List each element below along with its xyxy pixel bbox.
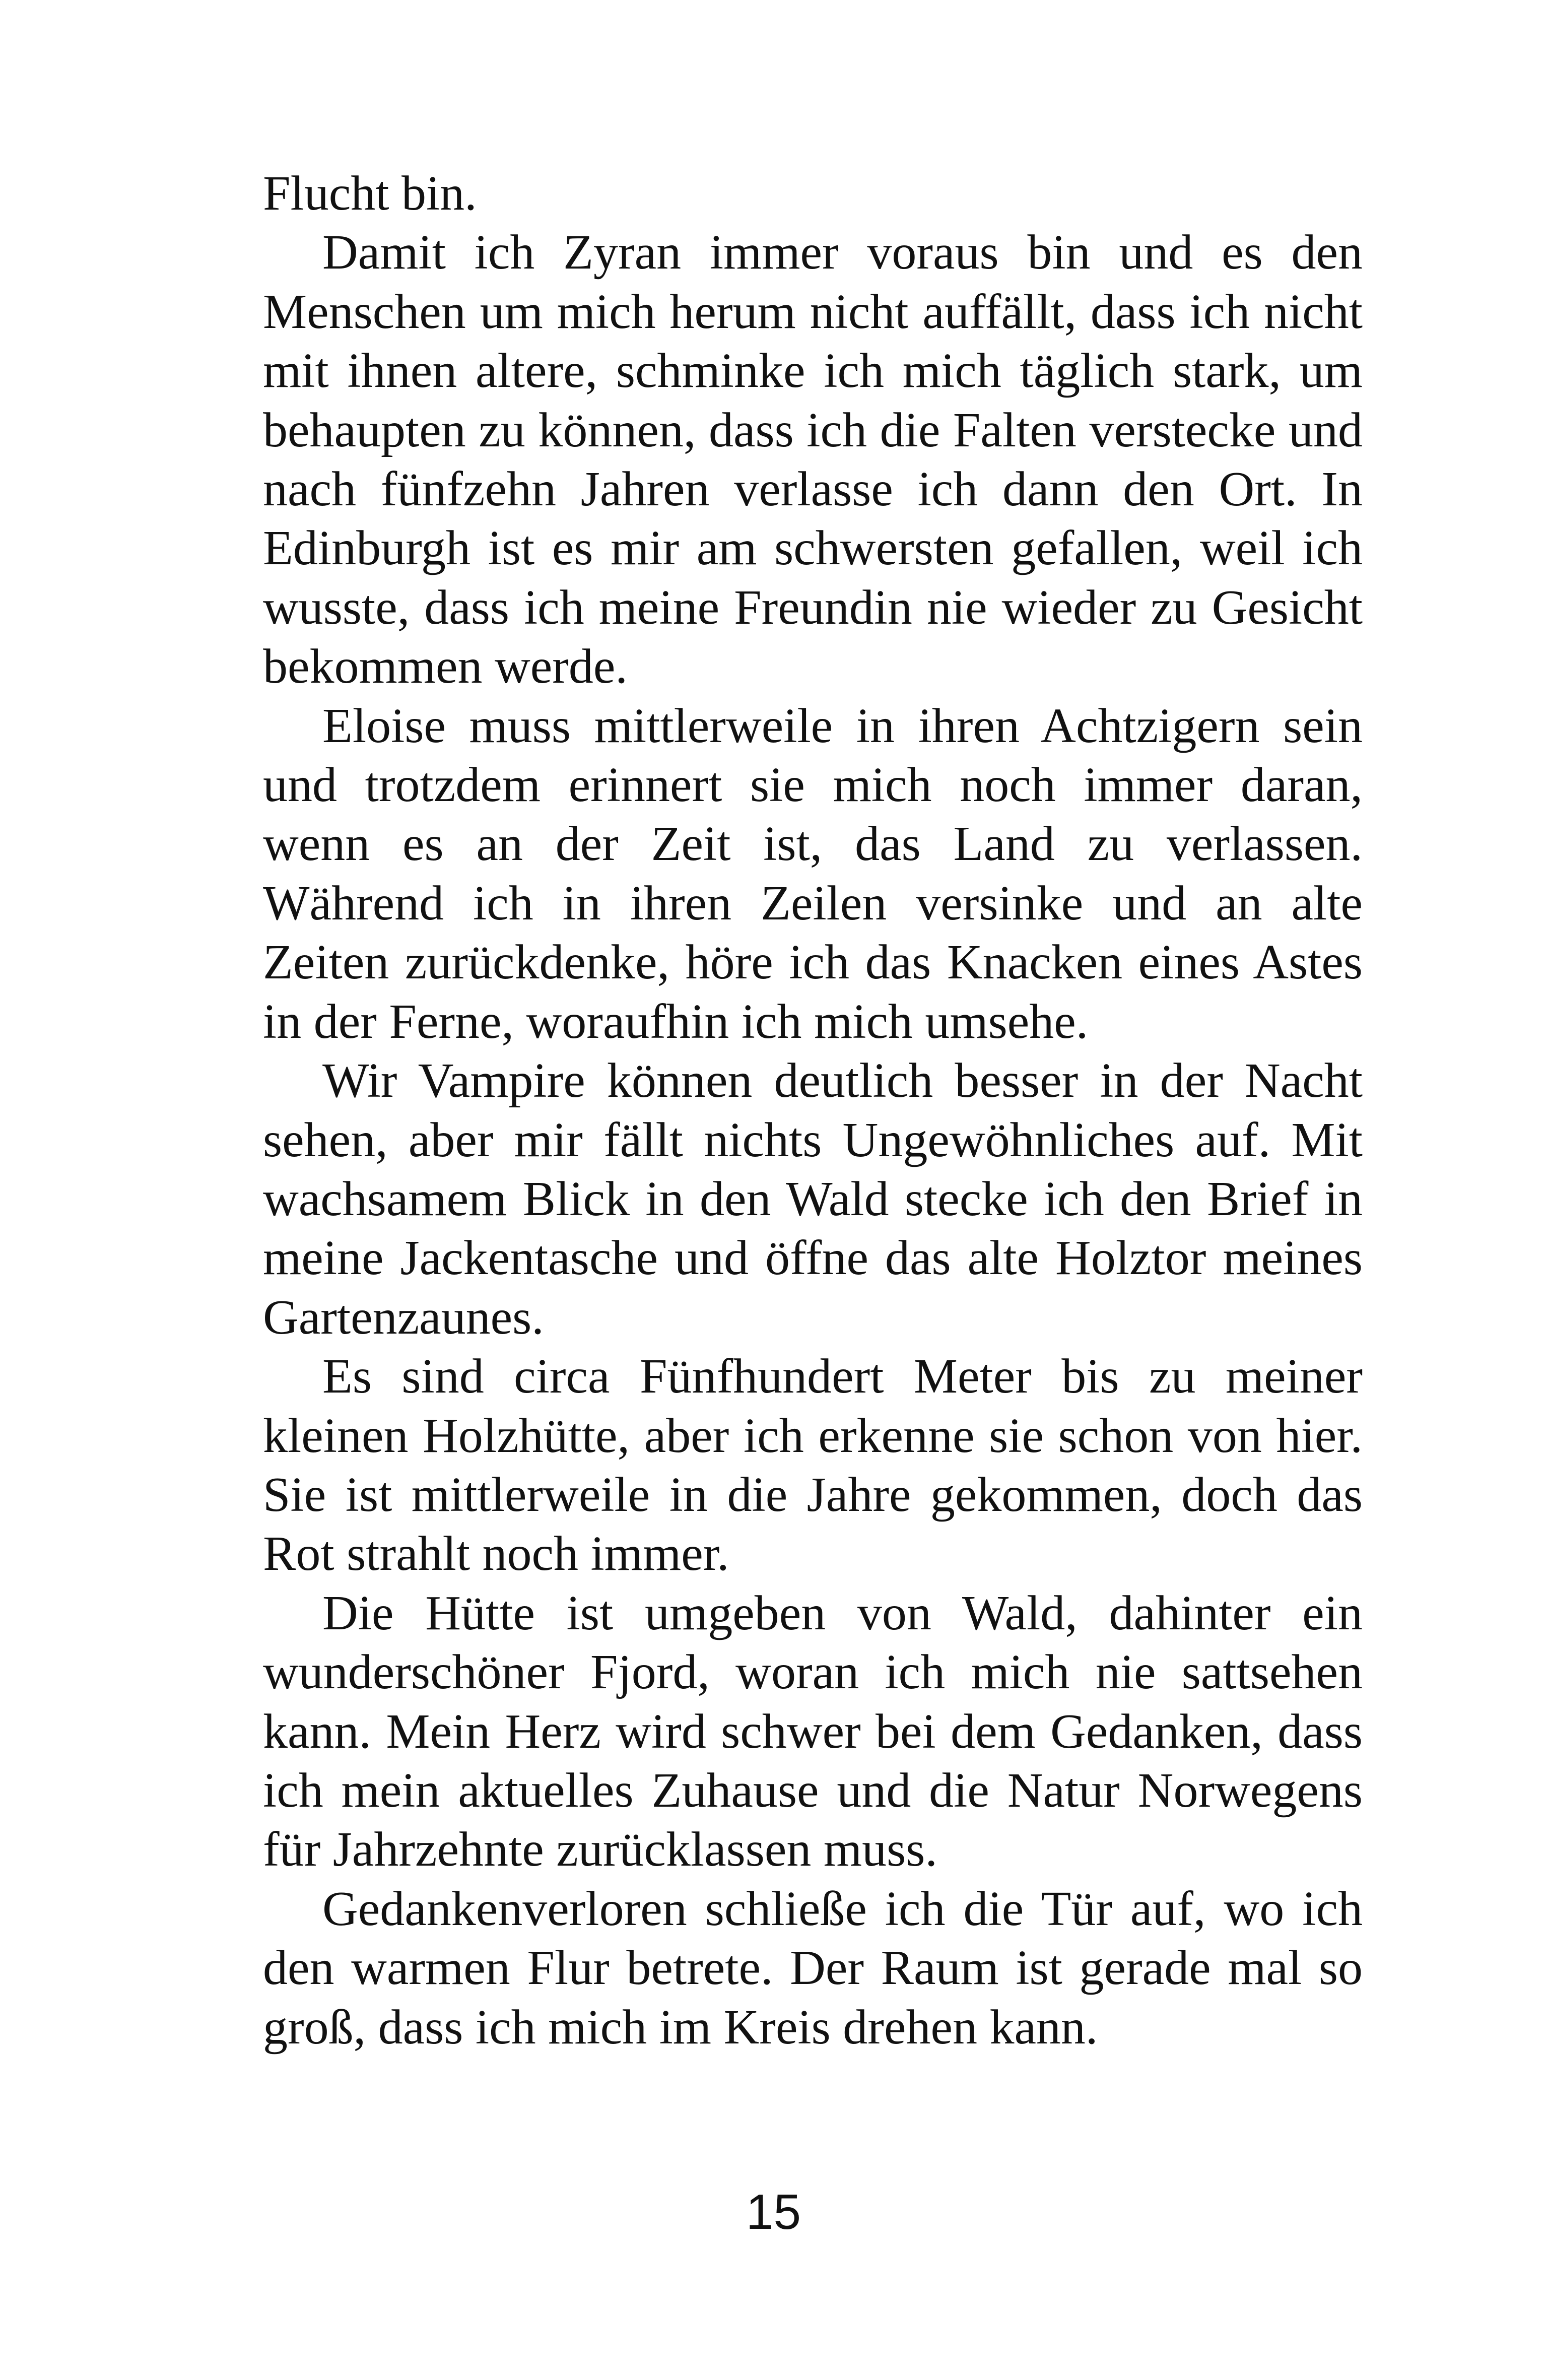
paragraph: Gedankenverloren schließe ich die Tür auf, wo ich den warmen Flur betrete. Der Raum ist gerade mal so groß, dass ich mich im Kreis drehen kann.	[263, 1881, 1363, 2055]
paragraph: Es sind circa Fünfhundert Meter bis zu meiner kleinen Holzhütte, aber ich erkenne sie schon von hier. Sie ist mittlerweile in die Jahre gekommen, doch das Rot strahlt noch immer.	[263, 1349, 1363, 1581]
paragraph: Wir Vampire können deutlich besser in der Nacht sehen, aber mir fällt nichts Ungewöhnliches auf. Mit wachsamem Blick in den Wald stecke ich den Brief in meine Jackentasche und öffne das alte Holztor meines Gartenzaunes.	[263, 1053, 1363, 1345]
paragraph: Damit ich Zyran immer voraus bin und es den Menschen um mich herum nicht auffällt, dass ich nicht mit ihnen altere, schminke ich mich täglich stark, um behaupten zu können, dass ich die Falten verstecke und nach fünfzehn Jahren verlasse ich dann den Ort. In Edinburgh ist es mir am schwersten gefallen, weil ich wusste, dass ich meine Freundin nie wieder zu Gesicht bekommen werde.	[263, 225, 1363, 694]
page-number: 15	[746, 2184, 801, 2239]
body-text	[263, 164, 1363, 2057]
paragraph: Die Hütte ist umgeben von Wald, dahinter ein wunderschöner Fjord, woran ich mich nie sattsehen kann. Mein Herz wird schwer bei dem Gedanken, dass ich mein aktuelles Zuhause und die Natur Norwegens für Jahrzehnte zurücklassen muss.	[263, 1585, 1363, 1877]
paragraph: Flucht bin.	[263, 166, 477, 221]
paragraph: Eloise muss mittlerweile in ihren Achtzigern sein und trotzdem erinnert sie mich noch immer daran, wenn es an der Zeit ist, das Land zu verlassen. Während ich in ihren Zeilen versinke und an alte Zeiten zurückdenke, höre ich das Knacken eines Astes in der Ferne, woraufhin ich mich umsehe.	[263, 698, 1363, 1049]
